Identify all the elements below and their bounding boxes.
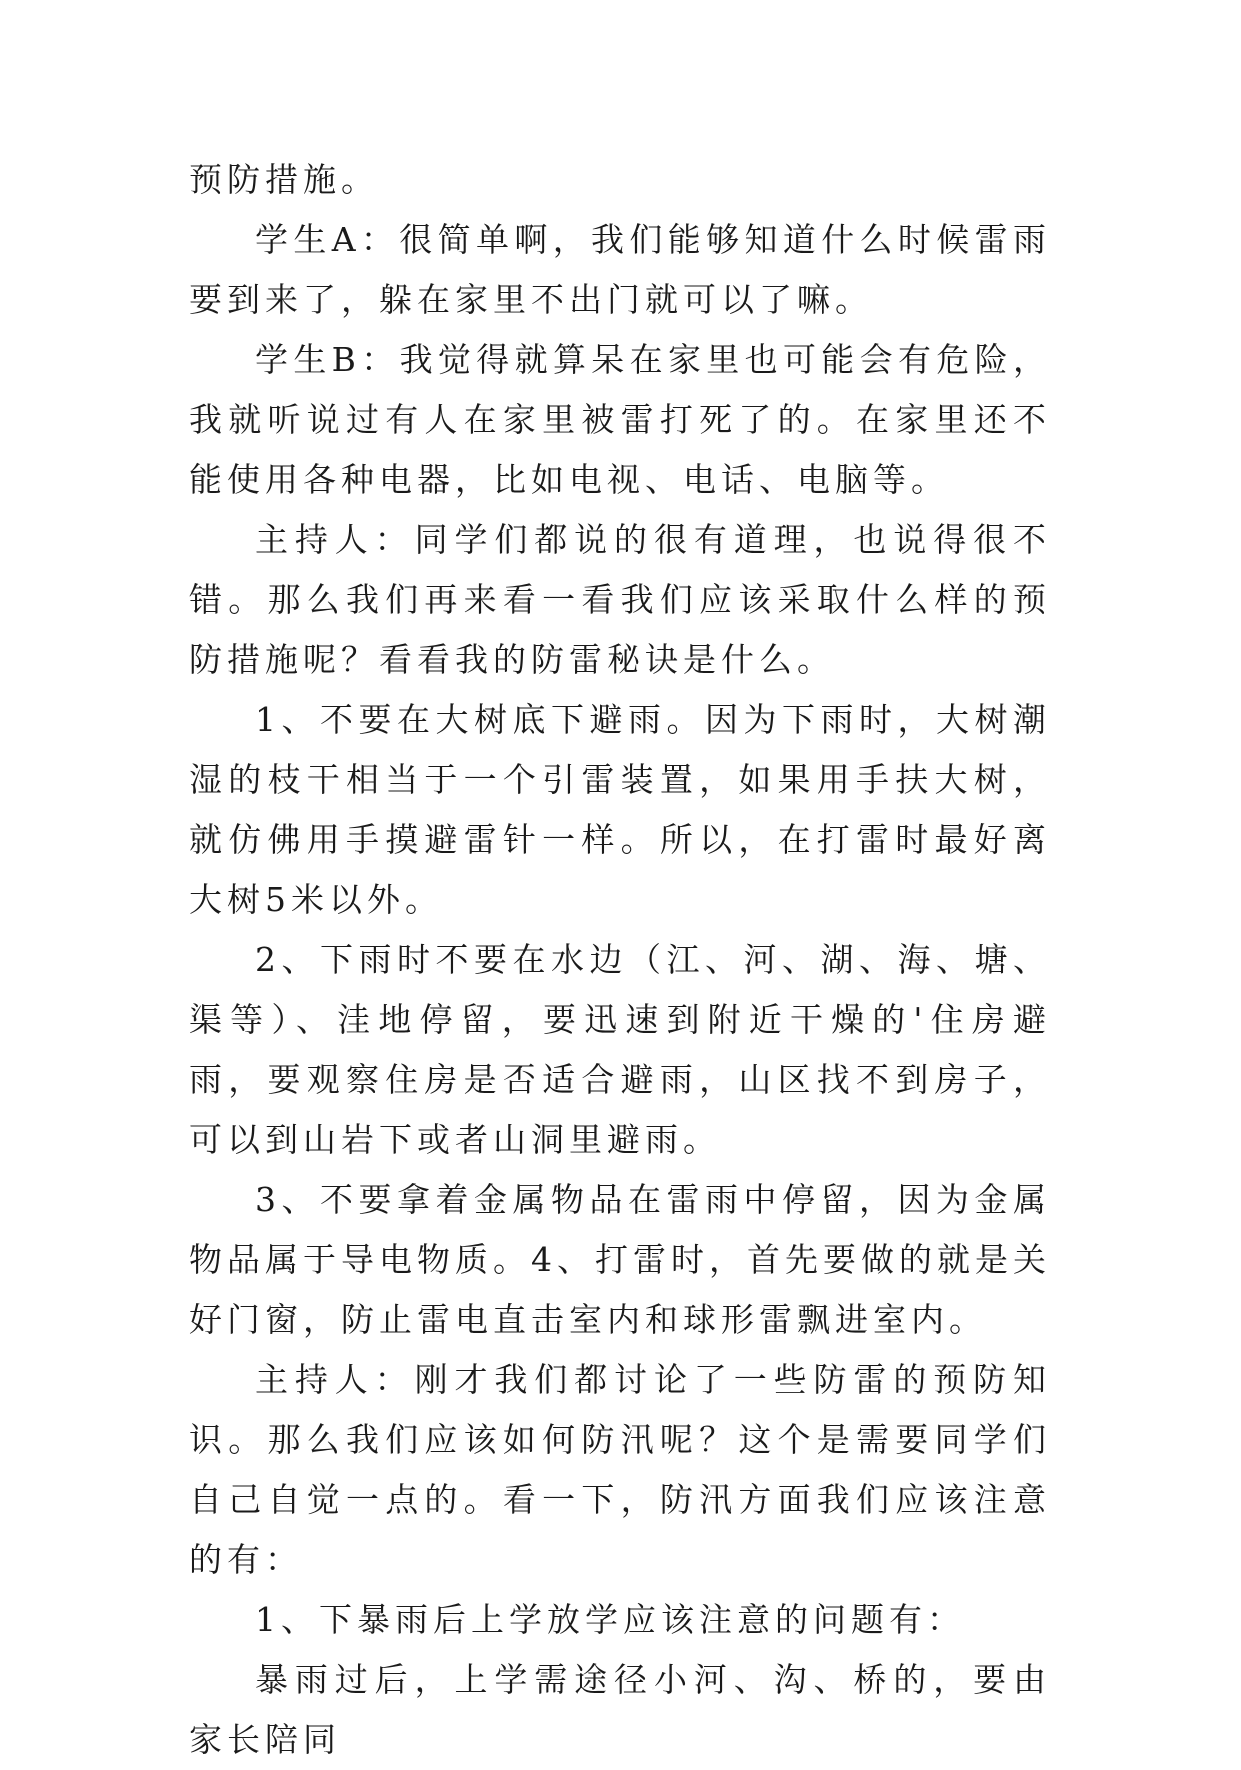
paragraph: 主持人：同学们都说的很有道理，也说得很不错。那么我们再来看一看我们应该采取什么样的预防措施呢？看看我的防雷秘诀是什么。 [189,520,1051,679]
document-page [189,150,1051,1770]
paragraph: 预防措施。 [189,160,379,199]
paragraph: 1、下暴雨后上学放学应该注意的问题有： [255,1600,965,1639]
paragraph: 1、不要在大树底下避雨。因为下雨时，大树潮湿的枝干相当于一个引雷装置，如果用手扶大树，就仿佛用手摸避雷针一样。所以，在打雷时最好离大树5米以外。 [189,700,1051,919]
paragraph: 2、下雨时不要在水边（江、河、湖、海、塘、渠等）、洼地停留，要迅速到附近干燥的'住房避雨，要观察住房是否适合避雨，山区找不到房子，可以到山岩下或者山洞里避雨。 [189,940,1051,1159]
paragraph: 暴雨过后，上学需途径小河、沟、桥的，要由家长陪同 [189,1660,1051,1759]
paragraph: 3、不要拿着金属物品在雷雨中停留，因为金属物品属于导电物质。4、打雷时，首先要做的就是关好门窗，防止雷电直击室内和球形雷飘进室内。 [189,1180,1051,1339]
paragraph: 学生B：我觉得就算呆在家里也可能会有危险，我就听说过有人在家里被雷打死了的。在家里还不能使用各种电器，比如电视、电话、电脑等。 [189,340,1051,499]
paragraph: 主持人：刚才我们都讨论了一些防雷的预防知识。那么我们应该如何防汛呢？这个是需要同学们自己自觉一点的。看一下，防汛方面我们应该注意的有： [189,1360,1051,1579]
paragraph: 学生A：很简单啊，我们能够知道什么时候雷雨要到来了，躲在家里不出门就可以了嘛。 [189,220,1051,319]
